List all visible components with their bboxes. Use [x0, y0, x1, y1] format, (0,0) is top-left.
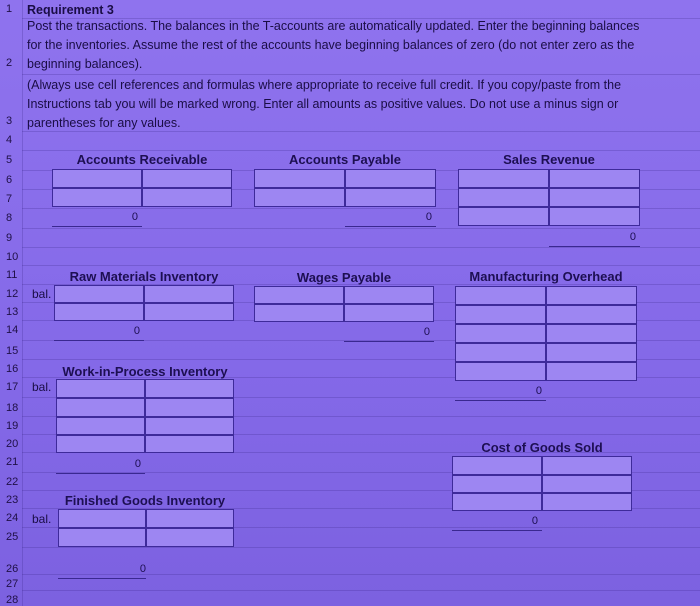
row-number[interactable]: 17	[6, 381, 19, 393]
row-number[interactable]: 5	[6, 154, 13, 166]
row-number[interactable]: 20	[6, 438, 19, 450]
wip-credit-cell[interactable]	[145, 435, 234, 453]
wip-bal-label: bal.	[32, 380, 52, 394]
sales-debit-cell[interactable]	[458, 169, 549, 188]
moh-balance[interactable]: 0	[535, 385, 542, 397]
moh-debit-cell[interactable]	[455, 343, 546, 362]
rm-debit-cell[interactable]	[54, 285, 144, 303]
ap-debit-cell[interactable]	[254, 169, 345, 188]
row-number[interactable]: 9	[6, 232, 13, 244]
moh-credit-cell[interactable]	[546, 362, 637, 381]
row-number[interactable]: 15	[6, 345, 19, 357]
wip-credit-cell[interactable]	[145, 379, 234, 398]
ap-debit-cell[interactable]	[254, 188, 345, 207]
row-number[interactable]: 7	[6, 193, 13, 205]
instruction-line: for the inventories. Assume the rest of the accounts have beginning balances of zero (do not enter zero as the	[27, 38, 635, 52]
row-number[interactable]: 27	[6, 578, 19, 590]
wip-debit-cell[interactable]	[56, 435, 145, 453]
moh-credit-cell[interactable]	[546, 324, 637, 343]
cogs-debit-cell[interactable]	[452, 493, 542, 511]
row-number[interactable]: 13	[6, 306, 19, 318]
row-number[interactable]: 1	[6, 3, 13, 15]
row-number[interactable]: 19	[6, 420, 19, 432]
raw-materials-title: Raw Materials Inventory	[69, 269, 219, 284]
sales-revenue-title: Sales Revenue	[503, 152, 595, 167]
row-number[interactable]: 2	[6, 57, 13, 69]
cogs-credit-cell[interactable]	[542, 475, 632, 493]
ar-debit-cell[interactable]	[52, 188, 142, 207]
sales-debit-cell[interactable]	[458, 188, 549, 207]
row-number[interactable]: 26	[6, 563, 19, 575]
instruction-line: Post the transactions. The balances in the T-accounts are automatically updated. Enter the beginning balances	[27, 19, 640, 33]
sales-credit-cell[interactable]	[549, 169, 640, 188]
row-number[interactable]: 3	[6, 115, 13, 127]
row-number[interactable]: 24	[6, 512, 19, 524]
row-number[interactable]: 8	[6, 212, 13, 224]
row-number[interactable]: 12	[6, 288, 19, 300]
cogs-debit-cell[interactable]	[452, 456, 542, 475]
instruction-line: (Always use cell references and formulas where appropriate to receive full credit. If you copy/paste from the	[27, 78, 622, 92]
accounts-payable-title: Accounts Payable	[289, 152, 401, 167]
row-number[interactable]: 23	[6, 494, 19, 506]
fg-debit-cell[interactable]	[58, 528, 146, 547]
row-number[interactable]: 22	[6, 476, 19, 488]
row-number[interactable]: 16	[6, 363, 19, 375]
ar-debit-cell[interactable]	[52, 169, 142, 188]
cogs-debit-cell[interactable]	[452, 475, 542, 493]
moh-debit-cell[interactable]	[455, 286, 546, 305]
row-number[interactable]: 28	[6, 594, 19, 606]
manufacturing-overhead-title: Manufacturing Overhead	[469, 269, 623, 284]
row-number[interactable]: 11	[6, 269, 18, 281]
accounts-receivable-title: Accounts Receivable	[76, 152, 208, 167]
cost-of-goods-sold-title: Cost of Goods Sold	[481, 440, 603, 455]
ar-credit-cell[interactable]	[142, 188, 232, 207]
fg-balance[interactable]: 0	[139, 563, 146, 575]
wages-payable-title: Wages Payable	[296, 270, 392, 285]
instruction-line: beginning balances).	[27, 57, 143, 71]
wages-balance[interactable]: 0	[423, 326, 430, 338]
instruction-line: parentheses for any values.	[27, 116, 181, 130]
wip-credit-cell[interactable]	[145, 417, 234, 435]
sales-credit-cell[interactable]	[549, 207, 640, 226]
fg-credit-cell[interactable]	[146, 528, 234, 547]
wages-debit-cell[interactable]	[254, 304, 344, 322]
sales-credit-cell[interactable]	[549, 188, 640, 207]
fg-bal-label: bal.	[32, 512, 52, 526]
ap-credit-cell[interactable]	[345, 188, 436, 207]
wip-balance[interactable]: 0	[134, 458, 141, 470]
cogs-balance[interactable]: 0	[531, 515, 538, 527]
rm-debit-cell[interactable]	[54, 303, 144, 321]
ar-balance[interactable]: 0	[131, 211, 138, 223]
cogs-credit-cell[interactable]	[542, 456, 632, 475]
ar-credit-cell[interactable]	[142, 169, 232, 188]
row-number[interactable]: 10	[6, 251, 19, 263]
fg-debit-cell[interactable]	[58, 509, 146, 528]
sales-debit-cell[interactable]	[458, 207, 549, 226]
row-number[interactable]: 21	[6, 456, 19, 468]
requirement-title: Requirement 3	[27, 3, 114, 17]
wip-debit-cell[interactable]	[56, 379, 145, 398]
row-number[interactable]: 6	[6, 174, 13, 186]
wip-debit-cell[interactable]	[56, 398, 145, 417]
rm-credit-cell[interactable]	[144, 303, 234, 321]
wages-credit-cell[interactable]	[344, 286, 434, 304]
instruction-line: Instructions tab you will be marked wrong. Enter all amounts as positive values. Do not use a minus sign or	[27, 97, 619, 111]
moh-debit-cell[interactable]	[455, 324, 546, 343]
wip-credit-cell[interactable]	[145, 398, 234, 417]
rm-balance[interactable]: 0	[133, 325, 140, 337]
cogs-credit-cell[interactable]	[542, 493, 632, 511]
moh-credit-cell[interactable]	[546, 286, 637, 305]
row-number[interactable]: 4	[6, 134, 13, 146]
work-in-process-title: Work-in-Process Inventory	[62, 364, 228, 379]
fg-credit-cell[interactable]	[146, 509, 234, 528]
row-number[interactable]: 14	[6, 324, 19, 336]
row-number[interactable]: 25	[6, 531, 19, 543]
row-number[interactable]: 18	[6, 402, 19, 414]
moh-debit-cell[interactable]	[455, 362, 546, 381]
ap-credit-cell[interactable]	[345, 169, 436, 188]
ap-balance[interactable]: 0	[425, 211, 432, 223]
rm-bal-label: bal.	[32, 287, 52, 301]
finished-goods-title: Finished Goods Inventory	[64, 493, 226, 508]
rm-credit-cell[interactable]	[144, 285, 234, 303]
wip-debit-cell[interactable]	[56, 417, 145, 435]
moh-credit-cell[interactable]	[546, 343, 637, 362]
wages-credit-cell[interactable]	[344, 304, 434, 322]
moh-debit-cell[interactable]	[455, 305, 546, 324]
column-divider	[22, 0, 23, 606]
wages-debit-cell[interactable]	[254, 286, 344, 304]
sales-balance[interactable]: 0	[629, 231, 636, 243]
moh-credit-cell[interactable]	[546, 305, 637, 324]
